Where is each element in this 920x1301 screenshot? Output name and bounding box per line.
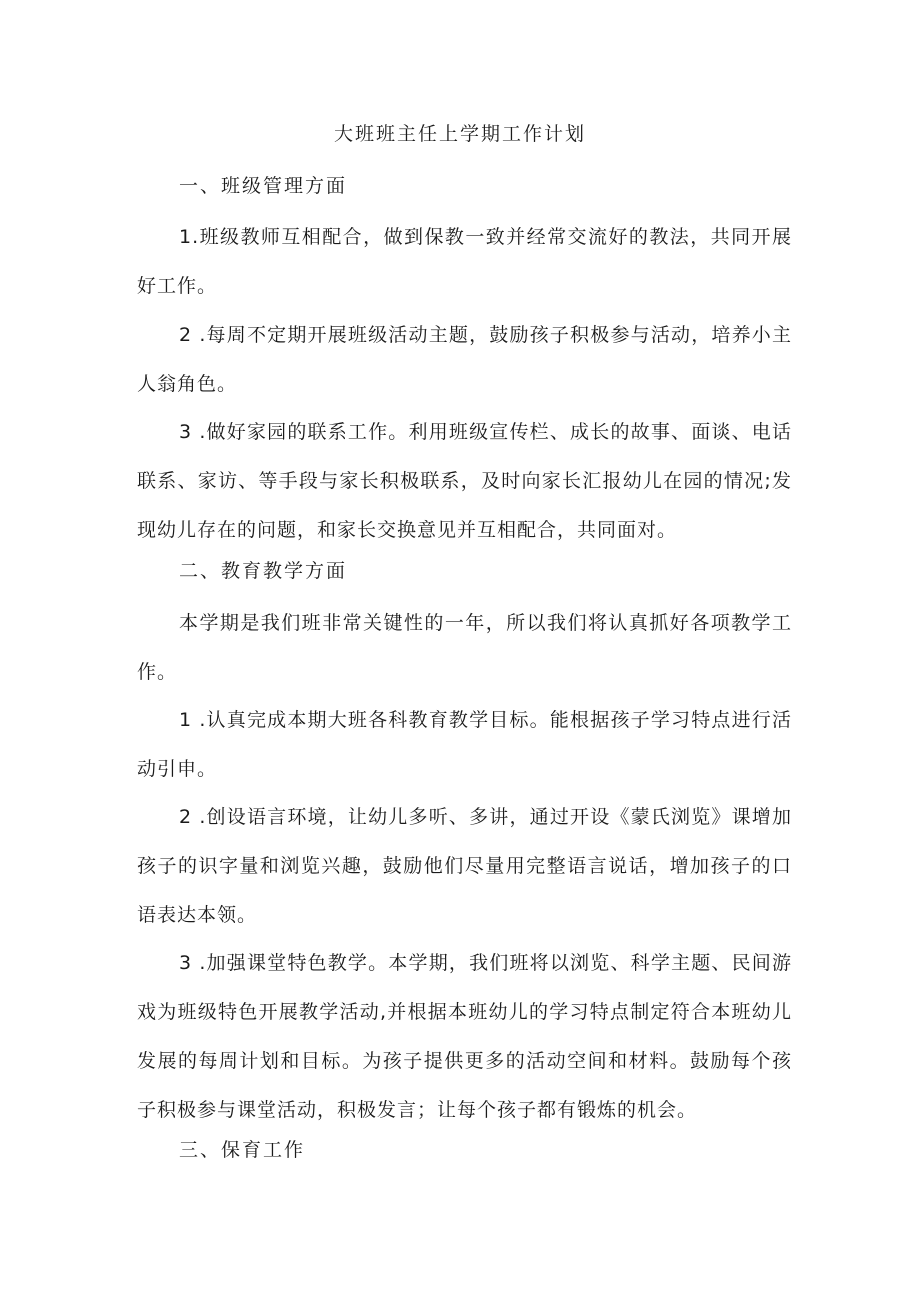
document-title: 大班班主任上学期工作计划 (333, 123, 586, 145)
paragraph-class-management-3: 3 .做好家园的联系工作。利用班级宣传栏、成长的故事、面谈、电话联系、家访、等手段与家长积极联系，及时向家长汇报幼儿在园的情况;发现幼儿存在的问题，和家长交换意见并互相配合，共同面对。 (137, 421, 792, 541)
paragraph-teaching-3: 3 .加强课堂特色教学。本学期，我们班将以浏览、科学主题、民间游戏为班级特色开展教学活动,并根据本班幼儿的学习特点制定符合本班幼儿发展的每周计划和目标。为孩子提供更多的活动空间和材料。鼓励每个孩子积极参与课堂活动，积极发言；让每个孩子都有锻炼的机会。 (137, 952, 792, 1121)
paragraph-teaching-intro: 本学期是我们班非常关键性的一年，所以我们将认真抓好各项教学工作。 (137, 612, 792, 683)
section-heading-teaching: 二、教育教学方面 (179, 560, 348, 582)
paragraph-class-management-2: 2 .每周不定期开展班级活动主题，鼓励孩子积极参与活动，培养小主人翁角色。 (137, 324, 792, 395)
section-heading-class-management: 一、班级管理方面 (179, 175, 348, 197)
paragraph-teaching-1: 1 .认真完成本期大班各科教育教学目标。能根据孩子学习特点进行活动引申。 (137, 709, 792, 780)
section-heading-care-work: 三、保育工作 (179, 1139, 306, 1161)
paragraph-class-management-1: 1.班级教师互相配合，做到保教一致并经常交流好的教法，共同开展好工作。 (137, 226, 792, 297)
paragraph-teaching-2: 2 .创设语言环境，让幼儿多听、多讲，通过开设《蒙氏浏览》课增加孩子的识字量和浏览兴趣，鼓励他们尽量用完整语言说话，增加孩子的口语表达本领。 (137, 806, 792, 926)
